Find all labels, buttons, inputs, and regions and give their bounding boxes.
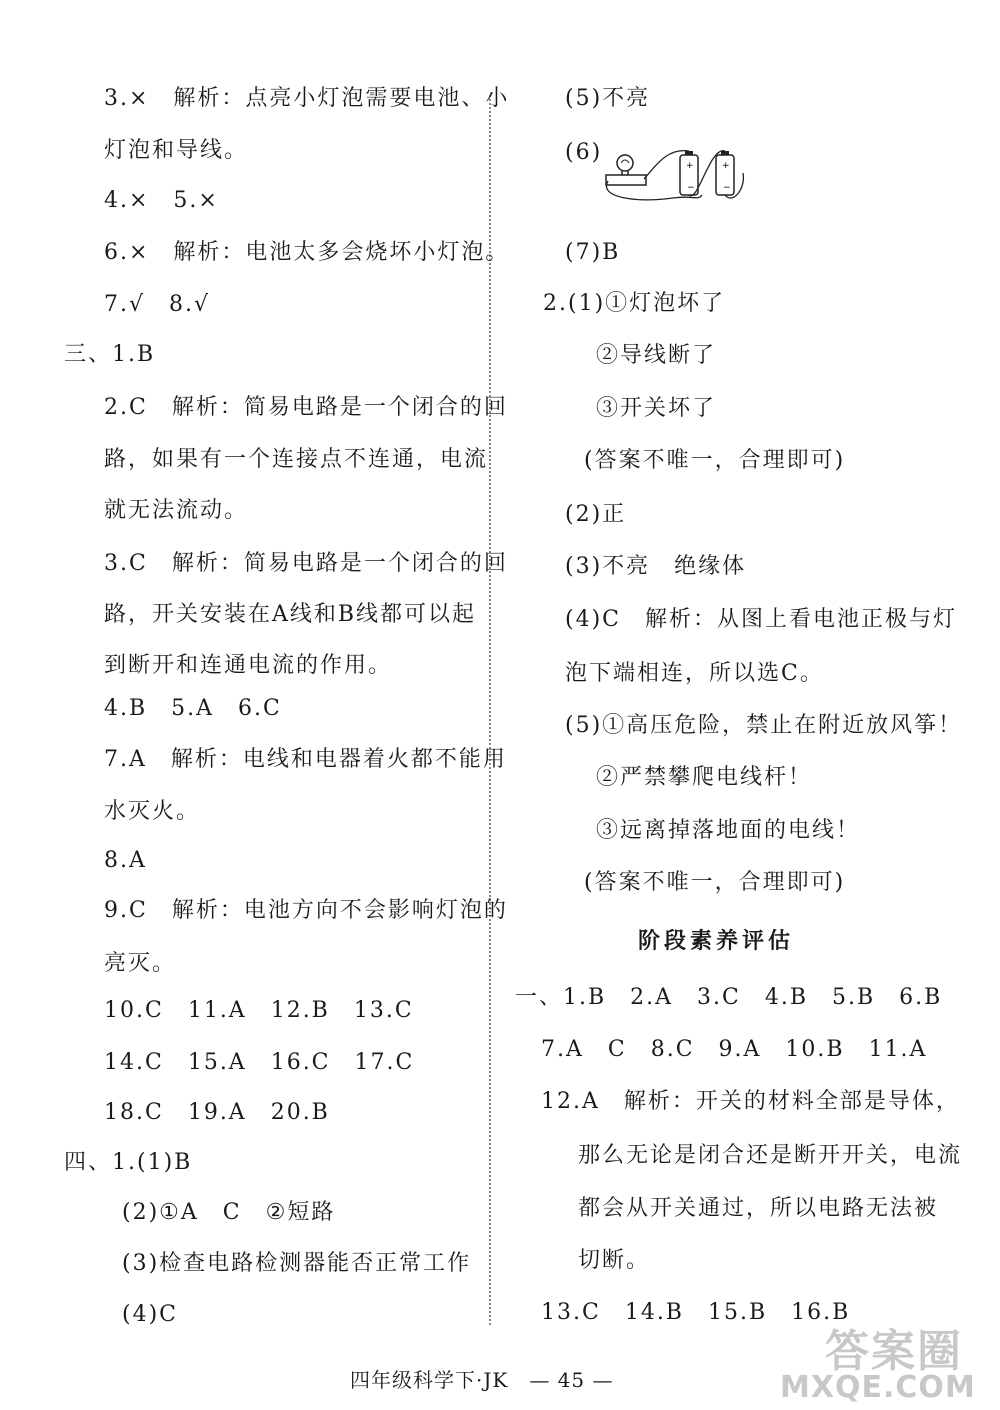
watermark-logo: [780, 1315, 990, 1405]
answer-line: ②导线断了: [596, 343, 717, 368]
answer-line: 都会从开关通过，所以电路无法被: [578, 1196, 939, 1221]
answer-line: 一、1.B 2.A 3.C 4.B 5.B 6.B: [515, 985, 943, 1010]
answer-line: 8.A: [104, 848, 147, 873]
answer-line: 7.A 解析：电线和电器着火都不能用: [104, 747, 507, 772]
answer-line: ③远离掉落地面的电线！: [596, 818, 861, 843]
section-heading-4: 四、1.(1)B: [64, 1150, 193, 1175]
svg-text:−: −: [723, 183, 731, 193]
svg-text:+: +: [686, 161, 694, 171]
answer-line: 路，如果有一个连接点不连通，电流: [104, 447, 489, 472]
circuit-board: [606, 175, 646, 185]
answer-line: 6.× 解析：电池太多会烧坏小灯泡。: [104, 240, 510, 265]
answer-line: 到断开和连通电流的作用。: [104, 653, 393, 678]
answer-line: 7.√ 8.√: [104, 292, 211, 317]
svg-text:+: +: [722, 161, 730, 171]
answer-line: 2.C 解析：简易电路是一个闭合的回: [104, 395, 508, 420]
answer-line: (4)C 解析：从图上看电池正极与灯: [565, 607, 957, 632]
answer-line: 灯泡和导线。: [104, 138, 249, 163]
answer-line: ②严禁攀爬电线杆！: [596, 765, 813, 790]
answer-line: (2)①A C ②短路: [122, 1200, 336, 1225]
answer-line: 切断。: [578, 1248, 651, 1273]
answer-line: (答案不唯一，合理即可): [584, 870, 846, 895]
answer-line: 4.× 5.×: [104, 188, 219, 213]
answer-line: 10.C 11.A 12.B 13.C: [104, 998, 414, 1023]
answer-line: 泡下端相连，所以选C。: [565, 661, 824, 686]
section-heading-3: 三、1.B: [64, 342, 156, 367]
bulb-icon: [617, 155, 633, 171]
section-title: 阶段素养评估: [638, 928, 795, 954]
answer-line: 9.C 解析：电池方向不会影响灯泡的: [104, 898, 508, 923]
answer-line: (3)不亮 绝缘体: [565, 554, 747, 579]
watermark-text: 答案圈: [825, 1326, 963, 1377]
answer-line: 水灭火。: [104, 799, 201, 824]
answer-line: (4)C: [122, 1302, 178, 1327]
answer-line: 7.A C 8.C 9.A 10.B 11.A: [541, 1037, 928, 1062]
answer-line: 12.A 解析：开关的材料全部是导体，: [541, 1089, 960, 1114]
answer-line: 3.× 解析：点亮小灯泡需要电池、小: [104, 86, 510, 111]
watermark-url: MXQE.COM: [780, 1370, 976, 1405]
answer-line: 亮灭。: [104, 951, 177, 976]
answer-line: 14.C 15.A 16.C 17.C: [104, 1050, 415, 1075]
answer-line: 13.C 14.B 15.B 16.B: [541, 1300, 851, 1325]
svg-text:−: −: [687, 183, 695, 193]
answer-line: (6): [565, 140, 603, 165]
answer-line: 4.B 5.A 6.C: [104, 696, 282, 721]
circuit-diagram: [598, 143, 748, 205]
answer-line: (2)正: [565, 502, 627, 527]
answer-line: 2.(1)①灯泡坏了: [543, 291, 726, 316]
answer-line: 18.C 19.A 20.B: [104, 1100, 330, 1125]
answer-line: (5)不亮: [565, 86, 651, 111]
answer-line: (答案不唯一，合理即可): [584, 448, 846, 473]
answer-line: 路，开关安装在A线和B线都可以起: [104, 602, 477, 627]
answer-line: (7)B: [565, 240, 621, 265]
answer-line: ③开关坏了: [596, 396, 717, 421]
answer-line: 就无法流动。: [104, 498, 249, 523]
answer-line: 那么无论是闭合还是断开开关，电流: [578, 1143, 963, 1168]
page-footer: 四年级科学下·JK — 45 —: [350, 1368, 614, 1392]
answer-line: 3.C 解析：简易电路是一个闭合的回: [104, 551, 508, 576]
column-divider: [489, 95, 491, 1325]
answer-line: (5)①高压危险，禁止在附近放风筝！: [565, 713, 963, 738]
answer-line: (3)检查电路检测器能否正常工作: [122, 1251, 472, 1276]
